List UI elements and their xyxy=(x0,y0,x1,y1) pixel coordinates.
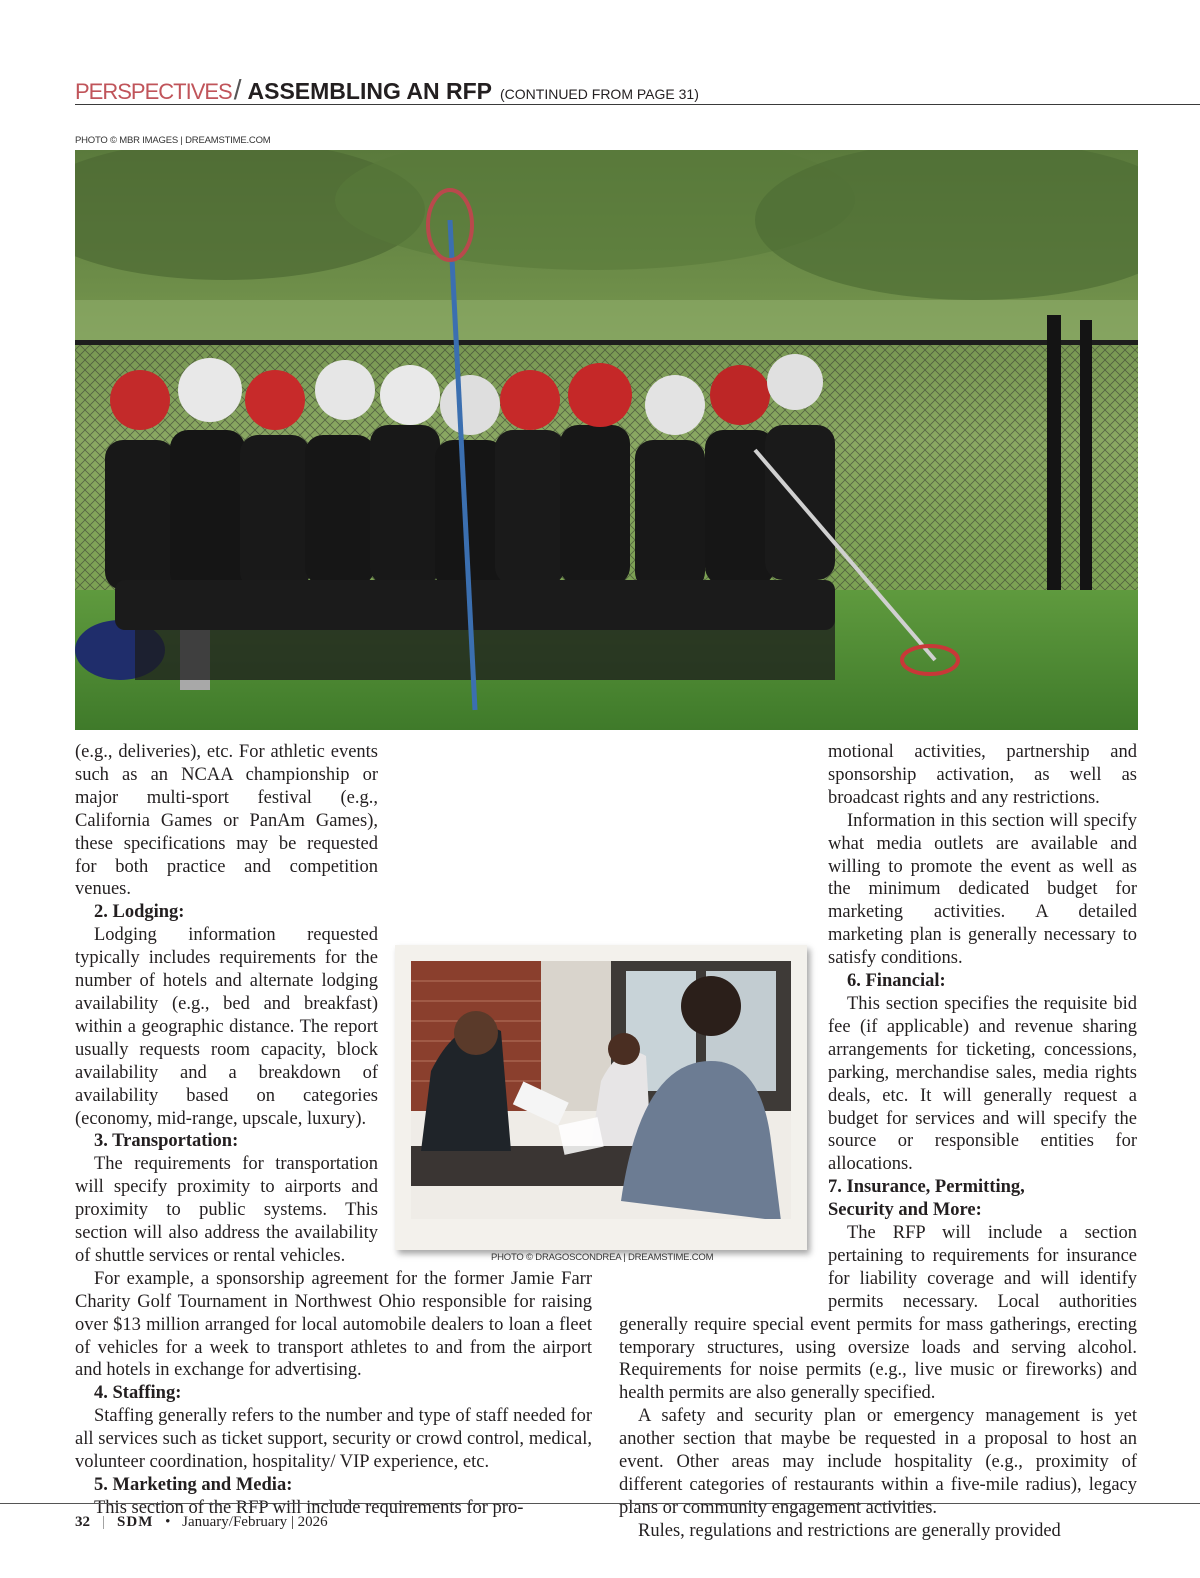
lacrosse-team-photo xyxy=(75,150,1138,730)
left-paragraph-3: The requirements for transportation will specify proximity to airports and proximity to public systems. This section will also address the availability of shuttle services or rental vehicles. xyxy=(75,1154,378,1266)
right-paragraph-6: Rules, regulations and restrictions are generally provided xyxy=(638,1520,1061,1541)
left-paragraph-1: (e.g., deliveries), etc. For athletic events such as an NCAA championship or major multi-sport festival (e.g., California Games or PanAm Games), these specifications may be requested for both practice and competition venues. xyxy=(75,742,378,900)
subhead-marketing-media: 5. Marketing and Media: xyxy=(94,1475,293,1495)
main-photo-credit: PHOTO © MBR IMAGES | DREAMSTIME.COM xyxy=(75,135,271,146)
continued-note: (CONTINUED FROM PAGE 31) xyxy=(500,86,699,102)
left-paragraph-2: Lodging information requested typically includes requirements for the number of hotels and alternate lodging availability (e.g., bed and breakfast) within a geographic distance. The report usually requests room capacity, block availability and a breakdown of availability based on categories (economy, mid-range, upscale, luxury). xyxy=(75,925,378,1129)
subhead-lodging: 2. Lodging: xyxy=(94,902,185,923)
business-meeting-photo xyxy=(411,961,791,1219)
right-paragraph-5: A safety and security plan or emergency management is yet another section that maybe be requested in a proposal to host an event. Other areas may include hospitality (e.g., proximity of different categories of restaurants within a five-mile radius), legacy plans or community engagement activities. xyxy=(619,1406,1137,1518)
right-paragraph-4: The RFP will include a section pertaining to requirements for insurance for liability coverage and will identify permits necessary. Local authorities generally require special event permits for mass gatherings, erecting temporary structures, using oversize loads and serving alcohol. Requirements for noise permits (e.g., live music or fireworks) and health permits are also generally specified. xyxy=(619,1223,1137,1404)
header-slash-divider: / xyxy=(233,74,242,105)
subhead-transportation: 3. Transportation: xyxy=(94,1131,239,1152)
section-header xyxy=(75,74,1200,105)
page-footer xyxy=(75,1514,328,1531)
left-paragraph-4: For example, a sponsorship agreement for the former Jamie Farr Charity Golf Tournament in Northwest Ohio responsible for raising over $13 million arranged for local automobile dealers to loan a fleet of vehicles for a week to transport athletes to and from the airport and hotels in exchange for advertising. xyxy=(75,1268,592,1381)
subhead-insurance: 7. Insurance, Permitting, xyxy=(828,1177,1025,1198)
page-number: 32 xyxy=(75,1514,90,1530)
issue-date: January/February | 2026 xyxy=(182,1514,328,1530)
publication-name: SDM xyxy=(117,1514,154,1530)
section-kicker: PERSPECTIVES xyxy=(75,79,232,104)
left-paragraph-6: This section of the RFP will include requirements for pro- xyxy=(94,1497,524,1518)
right-paragraph-2: Information in this section will specify what media outlets are available and willing to promote the event as well as the minimum dedicated budget for marketing activities. A detailed marketing plan is generally necessary to satisfy conditions. xyxy=(828,810,1137,969)
subhead-financial: 6. Financial: xyxy=(847,971,946,992)
right-paragraph-3: This section specifies the requisite bid fee (if applicable) and revenue sharing arrangements for ticketing, concessions, parking, merchandise sales, media rights deals, etc. It will generally request a budget for services and will specify the source or responsible entities for allocations. xyxy=(828,993,1137,1175)
inset-photo-credit: PHOTO © DRAGOSCONDREA | DREAMSTIME.COM xyxy=(491,1252,714,1263)
left-paragraph-5: Staffing generally refers to the number and type of staff needed for all services such as ticket support, security or crowd control, medical, volunteer coordination, hospitality/ VIP experience, etc. xyxy=(75,1406,592,1473)
footer-bullet: • xyxy=(165,1514,171,1530)
footer-rule xyxy=(0,1503,1200,1504)
subhead-security: Security and More: xyxy=(828,1200,982,1221)
inset-photo-frame xyxy=(395,945,807,1250)
footer-divider: | xyxy=(102,1514,106,1530)
article-headline: ASSEMBLING AN RFP xyxy=(247,78,492,104)
subhead-staffing: 4. Staffing: xyxy=(94,1383,182,1404)
right-paragraph-1: motional activities, partnership and sponsorship activation, as well as broadcast rights and any restrictions. xyxy=(828,742,1137,808)
